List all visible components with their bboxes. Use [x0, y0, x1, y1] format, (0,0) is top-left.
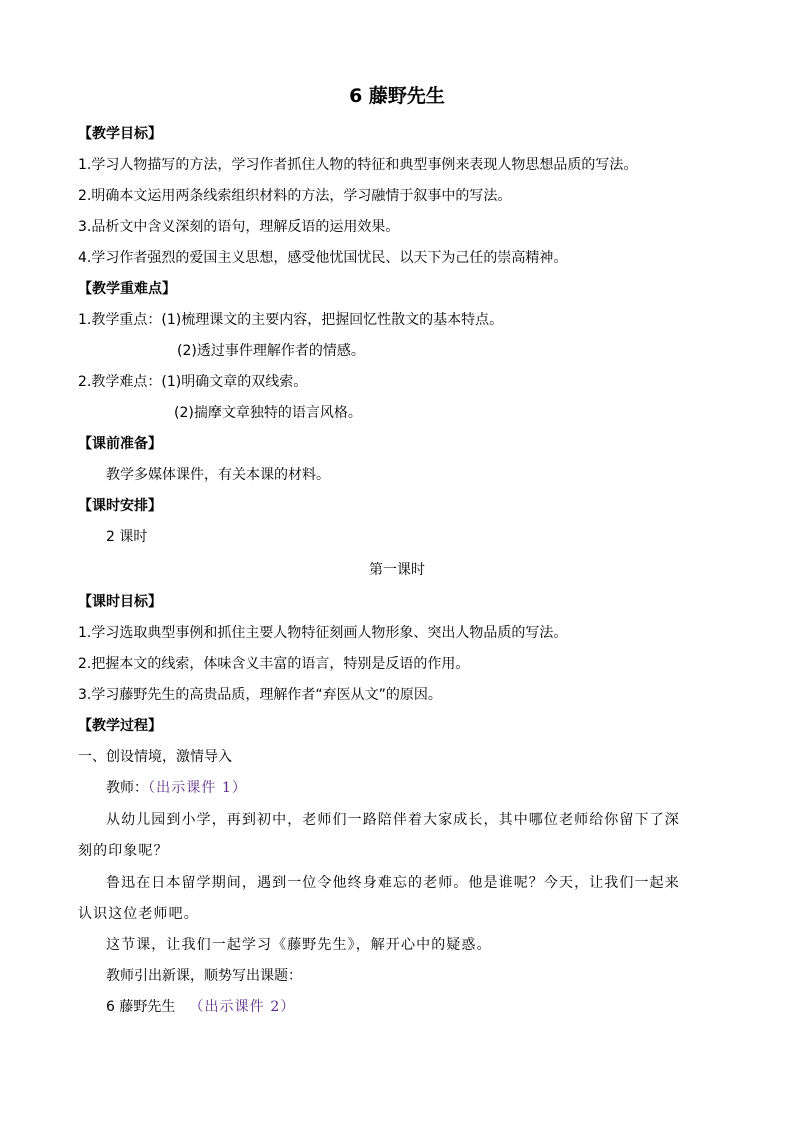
para-2-line-2: 认识这位老师吧。: [78, 906, 199, 922]
final-title-line: [106, 997, 296, 1017]
lesson-goals-heading: 【课时目标】: [78, 594, 162, 610]
teacher-label: 教师：: [106, 780, 148, 796]
goal-4: 4.学习作者强烈的爱国主义思想，感受他忧国忧民、以天下为己任的崇高精神。: [78, 250, 568, 266]
schedule-text: 2 课时: [106, 529, 148, 545]
para-4: 教师引出新课，顺势写出课题：: [106, 968, 302, 984]
teacher-line: [106, 778, 247, 798]
lesson-goal-1: 1.学习选取典型事例和抓住主要人物特征刻画人物形象、突出人物品质的写法。: [78, 625, 568, 641]
key-point-2: 2.教学难点：(1)明确文章的双线索。: [78, 374, 308, 390]
lesson-one-heading: 第一课时: [369, 562, 425, 578]
key-point-1b: (2)透过事件理解作者的情感。: [177, 343, 365, 359]
goal-2: 2.明确本文运用两条线索组织材料的方法，学习融情于叙事中的写法。: [78, 188, 512, 204]
schedule-heading: 【课时安排】: [78, 498, 162, 514]
para-2-line-1: 鲁迅在日本留学期间，遇到一位令他终身难忘的老师。他是谁呢？今天，让我们一起来: [106, 875, 680, 891]
goal-3: 3.品析文中含义深刻的语句，理解反语的运用效果。: [78, 219, 400, 235]
page-title: 6 藤野先生: [349, 85, 445, 107]
prep-heading: 【课前准备】: [78, 436, 162, 452]
process-step-1: 一、创设情境，激情导入: [78, 749, 232, 765]
key-points-heading: 【教学重难点】: [78, 281, 176, 297]
goals-heading: 【教学目标】: [78, 126, 162, 142]
courseware-1-link[interactable]: （出示课件 1）: [148, 780, 248, 796]
goal-1: 1.学习人物描写的方法，学习作者抓住人物的特征和典型事例来表现人物思想品质的写法。: [78, 157, 638, 173]
prep-text: 教学多媒体课件，有关本课的材料。: [106, 467, 330, 483]
lesson-goal-3: 3.学习藤野先生的高贵品质，理解作者“弃医从文”的原因。: [78, 687, 442, 703]
process-heading: 【教学过程】: [78, 718, 162, 734]
para-1-line-1: 从幼儿园到小学，再到初中，老师们一路陪伴着大家成长，其中哪位老师给你留下了深: [106, 812, 680, 828]
para-3: 这节课，让我们一起学习《藤野先生》，解开心中的疑惑。: [106, 937, 492, 953]
courseware-2-link[interactable]: （出示课件 2）: [189, 999, 296, 1015]
lesson-goal-2: 2.把握本文的线索，体味含义丰富的语言，特别是反语的作用。: [78, 656, 470, 672]
key-point-2b: (2)揣摩文章独特的语言风格。: [174, 405, 362, 421]
para-1-line-2: 刻的印象呢？: [78, 843, 169, 859]
final-title: 6 藤野先生: [106, 999, 176, 1015]
key-point-1: 1.教学重点：(1)梳理课文的主要内容，把握回忆性散文的基本特点。: [78, 312, 504, 328]
